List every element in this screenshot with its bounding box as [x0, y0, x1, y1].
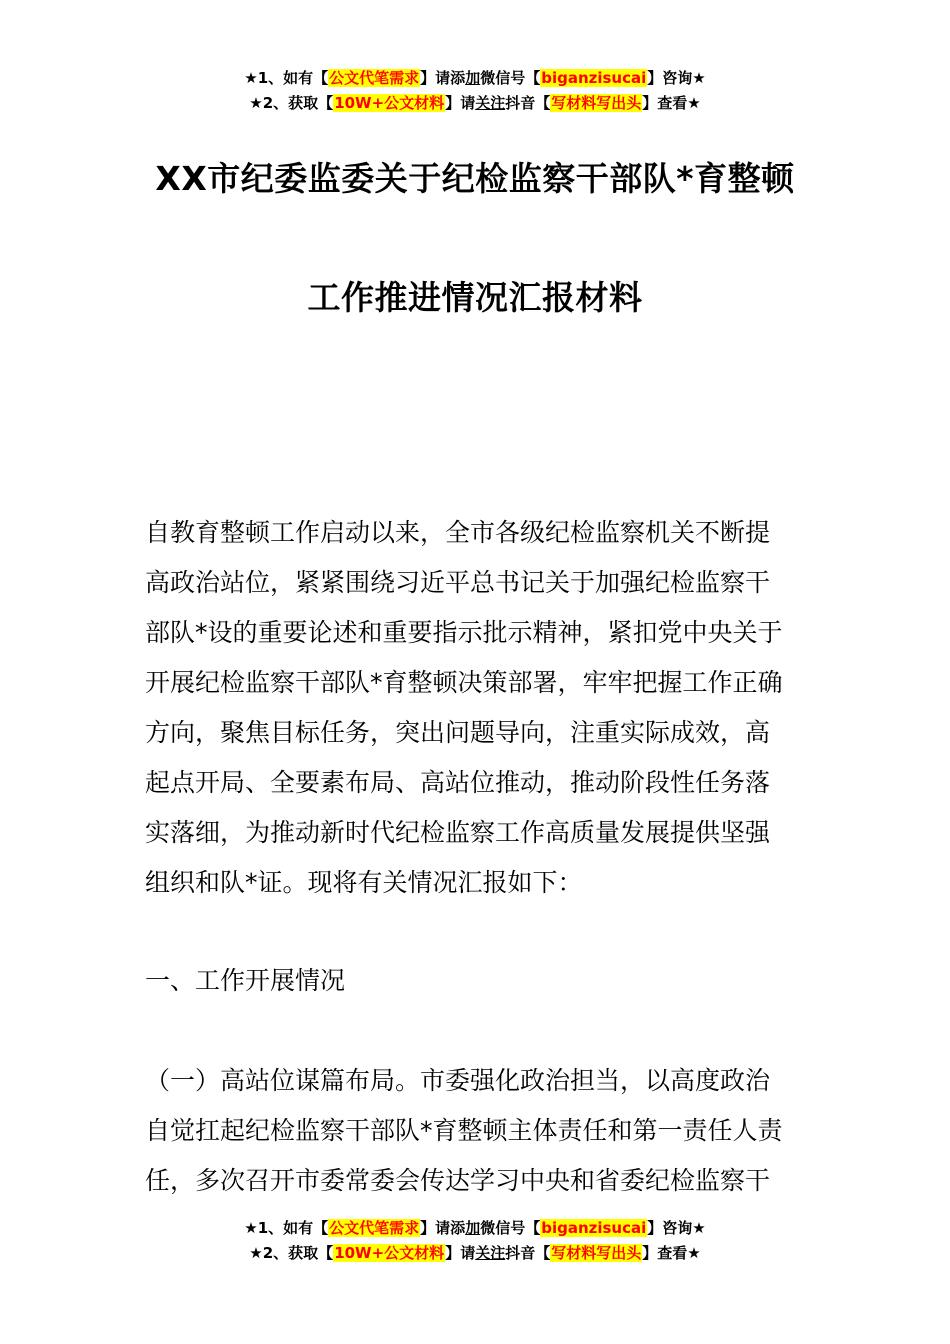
section-heading: 一、工作开展情况 [145, 966, 346, 995]
text-line: 自教育整顿工作启动以来，全市各级纪检监察机关不断提 [145, 518, 771, 547]
text-line: （一）高站位谋篇布局。市委强化政治担当，以高度政治 [145, 1066, 771, 1095]
text-line: 组织和队*证。现将有关情况汇报如下： [145, 868, 583, 897]
highlight-text: 公文代笔需求 [329, 1219, 420, 1237]
text-line: 自觉扛起纪检监察干部队*育整顿主体责任和第一责任人责 [145, 1116, 783, 1145]
text-line: 方向，聚焦目标任务，突出问题导向，注重实际成效，高 [145, 718, 771, 747]
banner-line-1: ★1、如有【公文代笔需求】请添加微信号【biganzisucai】咨询★ [244, 69, 706, 87]
text-line: 起点开局、全要素布局、高站位推动，推动阶段性任务落 [145, 768, 771, 797]
highlight-text: 写材料写出头 [551, 94, 642, 112]
document-title-line-2: 工作推进情况汇报材料 [307, 278, 643, 317]
section-paragraph [145, 1056, 810, 1206]
text-line: 部队*设的重要论述和重要指示批示精神，紧扣党中央关于 [145, 618, 783, 647]
text-line: 实落细，为推动新时代纪检监察工作高质量发展提供坚强 [145, 818, 771, 847]
highlight-text: 公文代笔需求 [329, 69, 420, 87]
footer-banner [0, 1216, 950, 1266]
text-line: 高政治站位，紧紧围绕习近平总书记关于加强纪检监察干 [145, 568, 771, 597]
banner-line-2: ★2、获取【10W+公文材料】请关注抖音【写材料写出头】查看★ [249, 94, 701, 112]
intro-paragraph [145, 508, 810, 908]
text-line: 任，多次召开市委常委会传达学习中央和省委纪检监察干 [145, 1166, 771, 1195]
document-title-line-1: XX市纪委监委关于纪检监察干部队*育整顿 [155, 159, 795, 198]
highlight-text: 10W+公文材料 [334, 94, 445, 112]
banner-line-1: ★1、如有【公文代笔需求】请添加微信号【biganzisucai】咨询★ [244, 1219, 706, 1237]
highlight-text: biganzisucai [541, 1219, 647, 1237]
text-line: 开展纪检监察干部队*育整顿决策部署，牢牢把握工作正确 [145, 668, 783, 697]
header-banner [0, 66, 950, 116]
banner-line-2: ★2、获取【10W+公文材料】请关注抖音【写材料写出头】查看★ [249, 1244, 701, 1262]
highlight-text: 写材料写出头 [551, 1244, 642, 1262]
highlight-text: biganzisucai [541, 69, 647, 87]
highlight-text: 10W+公文材料 [334, 1244, 445, 1262]
